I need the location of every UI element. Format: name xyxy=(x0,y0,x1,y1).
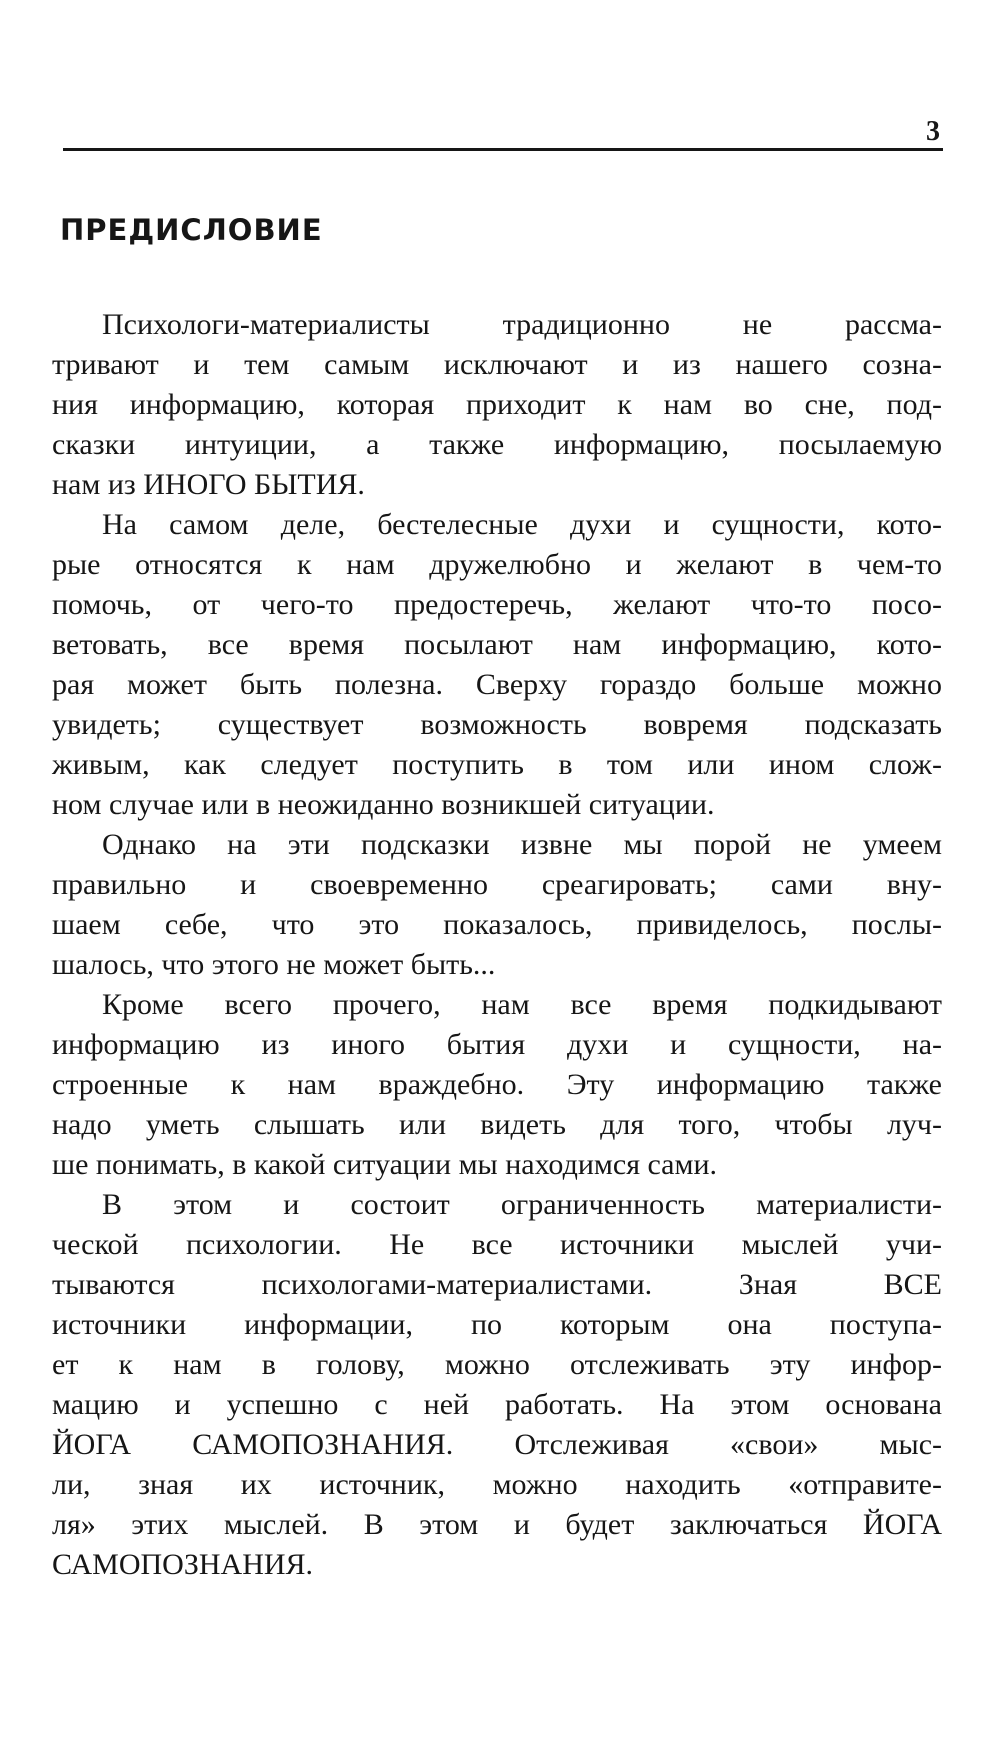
text-line: рые относятся к нам дружелюбно и желают в чем-то xyxy=(52,548,942,581)
text-line: строенные к нам враждебно. Эту информацию также xyxy=(52,1068,942,1101)
page-number: 3 xyxy=(926,116,940,147)
text-line: помочь, от чего-то предостеречь, желают что-то посо- xyxy=(52,588,942,621)
text-line: ЙОГА САМОПОЗНАНИЯ. Отслеживая «свои» мыс- xyxy=(52,1428,942,1461)
text-line: В этом и состоит ограниченность материалисти- xyxy=(102,1188,942,1221)
text-line: источники информации, по которым она поступа- xyxy=(52,1308,942,1341)
text-line: сказки интуиции, а также информацию, посылаемую xyxy=(52,428,942,461)
paragraph xyxy=(52,305,942,505)
text-line: Однако на эти подсказки извне мы порой не умеем xyxy=(102,828,942,861)
text-line: Психологи-материалисты традиционно не рассма- xyxy=(102,308,942,341)
text-line: САМОПОЗНАНИЯ. xyxy=(52,1548,314,1581)
text-line: шаем себе, что это показалось, привиделось, послы- xyxy=(52,908,942,941)
text-line: живым, как следует поступить в том или ином слож- xyxy=(52,748,942,781)
text-line: ше понимать, в какой ситуации мы находимся сами. xyxy=(52,1148,718,1181)
paragraph xyxy=(52,825,942,985)
text-line: рая может быть полезна. Сверху гораздо больше можно xyxy=(52,668,942,701)
paragraph xyxy=(52,985,942,1185)
paragraph xyxy=(52,1185,942,1585)
text-line: ля» этих мыслей. В этом и будет заключаться ЙОГА xyxy=(52,1508,942,1541)
body-text xyxy=(52,305,942,1585)
text-line: информацию из иного бытия духи и сущности, на- xyxy=(52,1028,942,1061)
text-line: тываются психологами-материалистами. Зная ВСЕ xyxy=(52,1268,942,1301)
text-line: На самом деле, бестелесные духи и сущности, кото- xyxy=(102,508,942,541)
text-line: ет к нам в голову, можно отслеживать эту инфор- xyxy=(52,1348,942,1381)
paragraph xyxy=(52,505,942,825)
text-line: нам из ИНОГО БЫТИЯ. xyxy=(52,468,365,501)
text-line: шалось, что этого не может быть... xyxy=(52,948,496,981)
text-line: Кроме всего прочего, нам все время подкидывают xyxy=(102,988,942,1021)
text-line: ческой психологии. Не все источники мыслей учи- xyxy=(52,1228,942,1261)
header-rule xyxy=(63,148,943,151)
text-line: ном случае или в неожиданно возникшей ситуации. xyxy=(52,788,715,821)
text-line: ли, зная их источник, можно находить «отправите- xyxy=(52,1468,942,1501)
chapter-title: ПРЕДИСЛОВИЕ xyxy=(60,213,323,247)
text-line: правильно и своевременно среагировать; сами вну- xyxy=(52,868,942,901)
text-line: мацию и успешно с ней работать. На этом основана xyxy=(52,1388,942,1421)
text-line: тривают и тем самым исключают и из нашего созна- xyxy=(52,348,942,381)
text-line: ния информацию, которая приходит к нам во сне, под- xyxy=(52,388,942,421)
text-line: ветовать, все время посылают нам информацию, кото- xyxy=(52,628,942,661)
text-line: увидеть; существует возможность вовремя подсказать xyxy=(52,708,942,741)
text-line: надо уметь слышать или видеть для того, чтобы луч- xyxy=(52,1108,942,1141)
